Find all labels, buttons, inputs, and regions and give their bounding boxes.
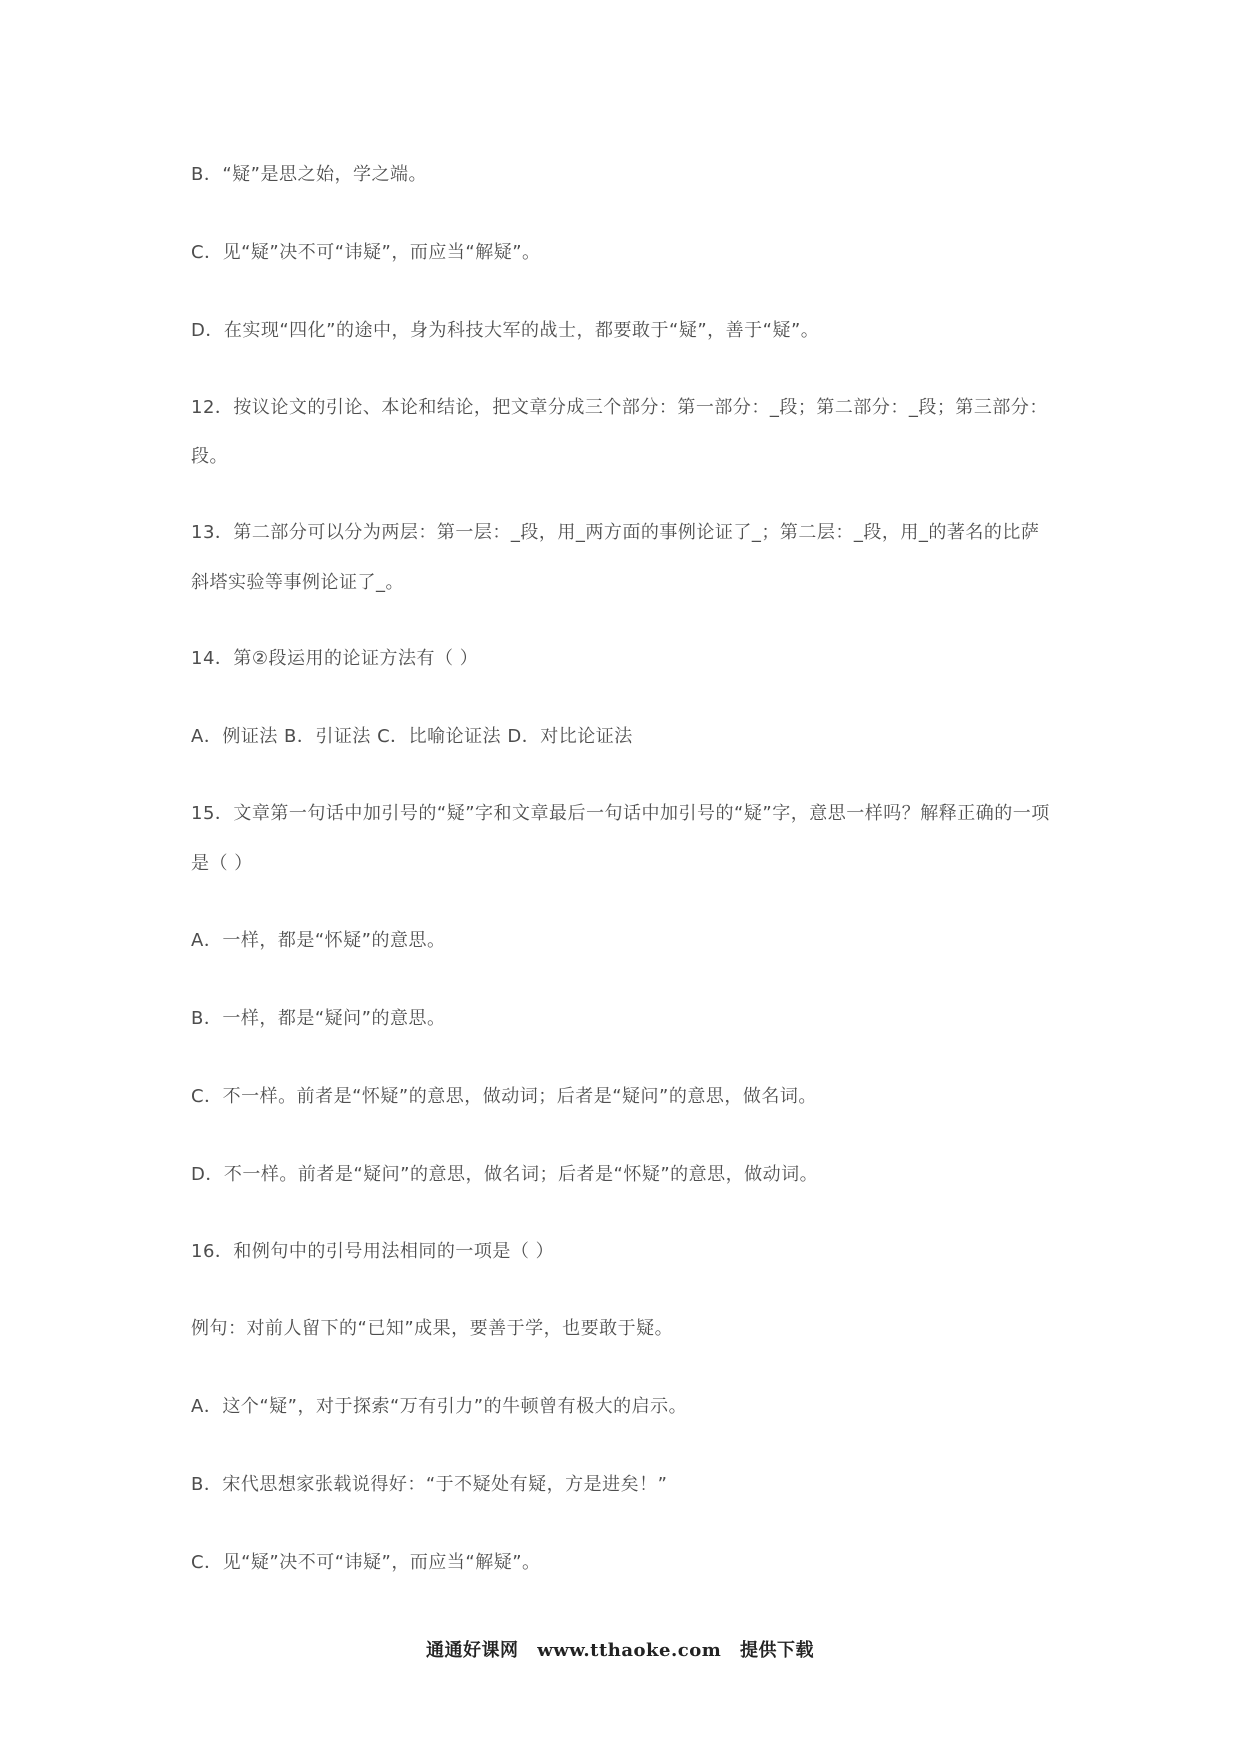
question-15-option-a: A．一样，都是“怀疑”的意思。 [191,930,446,951]
question-12-line-1: 12．按议论文的引论、本论和结论，把文章分成三个部分：第一部分：_段；第二部分：_段；第三部分： [191,397,1048,418]
question-16: 16．和例句中的引号用法相同的一项是（ ） [191,1241,555,1262]
question-16-option-b: B．宋代思想家张载说得好：“于不疑处有疑，方是进矣！” [191,1474,668,1495]
question-15-option-d: D．不一样。前者是“疑问”的意思，做名词；后者是“怀疑”的意思，做动词。 [191,1164,819,1185]
footer-site-name: 通通好课网 [425,1640,519,1661]
question-16-option-c: C．见“疑”决不可“讳疑”，而应当“解疑”。 [191,1552,541,1573]
page-footer [0,1636,1240,1662]
footer-url[interactable]: www.tthaoke.com [537,1640,722,1661]
question-16-example: 例句：对前人留下的“已知”成果，要善于学，也要敢于疑。 [191,1318,674,1339]
footer-suffix: 提供下载 [740,1640,815,1661]
question-13-line-1: 13．第二部分可以分为两层：第一层：_段，用_两方面的事例论证了_；第二层：_段，用_的著名的比萨 [191,522,1040,543]
question-12-line-2: 段。 [191,446,228,467]
option-b-line: B．“疑”是思之始，学之端。 [191,164,427,185]
question-15-line-2: 是（ ） [191,853,253,874]
option-c-line: C．见“疑”决不可“讳疑”，而应当“解疑”。 [191,242,541,263]
question-13-line-2: 斜塔实验等事例论证了_。 [191,572,404,593]
question-15-line-1: 15．文章第一句话中加引号的“疑”字和文章最后一句话中加引号的“疑”字，意思一样吗？解释正确的一项 [191,803,1050,824]
question-14-options: A．例证法 B．引证法 C．比喻论证法 D．对比论证法 [191,726,633,747]
question-16-option-a: A．这个“疑”，对于探索“万有引力”的牛顿曾有极大的启示。 [191,1396,688,1417]
question-15-option-b: B．一样，都是“疑问”的意思。 [191,1008,446,1029]
option-d-line: D．在实现“四化”的途中，身为科技大军的战士，都要敢于“疑”，善于“疑”。 [191,320,820,341]
question-14: 14．第②段运用的论证方法有（ ） [191,648,479,669]
question-15-option-c: C．不一样。前者是“怀疑”的意思，做动词；后者是“疑问”的意思，做名词。 [191,1086,817,1107]
